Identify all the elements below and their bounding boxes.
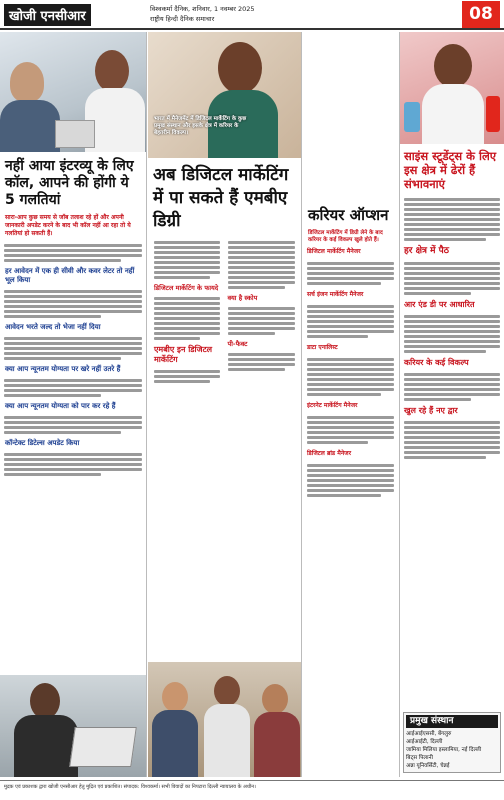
footer-imprint: मुद्रक एवं प्रकाशक द्वारा खोजी एनसीआर हेतु मुद्रित एवं प्रकाशित। संपादक: विश्वकर्मा। सभी विवादों का निपटारा दिल्ली न्यायालय के अधीन। <box>0 780 504 800</box>
body-text <box>303 354 398 400</box>
subheading-5: डिजिटल ब्रांड मैनेजर <box>307 450 352 457</box>
institute-item: जामिया मिलिया इस्लामिया, नई दिल्ली <box>406 747 482 753</box>
meeting-photo <box>148 662 302 777</box>
subheading-3: पी-फैक्ट <box>227 340 248 348</box>
brand-logo: खोजी एनसीआर <box>4 4 91 26</box>
subheading-1: डिजिटल मार्केटिंग के फायदे <box>154 284 219 292</box>
body-text <box>0 286 146 322</box>
body-text <box>400 258 504 299</box>
subheading-3: करियर के कई विकल्प <box>404 358 469 367</box>
masthead-info <box>150 4 254 24</box>
subheading-4: एमबीए इन डिजिटल मार्केटिंग <box>154 345 213 364</box>
page-number: 08 <box>462 1 500 28</box>
article-career-options <box>303 32 398 777</box>
woman-laptop-photo <box>148 32 301 158</box>
body-text <box>0 412 146 438</box>
masthead <box>0 0 504 30</box>
body-text <box>0 240 146 266</box>
institute-item: अन्ना यूनिवर्सिटी, चेन्नई <box>406 763 450 769</box>
body-text <box>0 375 146 401</box>
subheading-1: डिजिटल मार्केटिंग मैनेजर <box>307 248 361 255</box>
body-text <box>150 293 224 344</box>
subheading-1: हर आवेदन में एक ही सीवी और कवर लेटर तो नहीं भूल किया <box>5 267 135 284</box>
body-text <box>400 369 504 405</box>
subheading-2: आवेदन भरते जल्द तो भेजा नहीं दिया <box>5 323 101 331</box>
photo-caption: भारत में मैनेजमेंट में डिजिटल मार्केटिंग के कुछ प्रमुख संस्थान और इसके क्षेत्र में करियर के बेहतरीन विकल्प। <box>154 116 247 136</box>
box-title: प्रमुख संस्थान <box>406 715 498 728</box>
institute-item: आईआईटी, दिल्ली <box>406 739 443 745</box>
office-photo <box>0 32 146 152</box>
subheading-3: क्या आप न्यूनतम योग्यता पर खरे नहीं उतरे हैं <box>5 365 121 373</box>
subheading-4: इंटरनेट मार्केटिंग मैनेजर <box>307 402 358 409</box>
body-text <box>0 333 146 364</box>
institutes-box <box>403 712 501 773</box>
article-interview-mistakes <box>0 32 147 777</box>
body-text <box>303 301 398 342</box>
body-text <box>224 349 300 375</box>
article-science-students <box>399 32 504 777</box>
body-text <box>400 311 504 357</box>
article-headline: अब डिजिटल मार्केटिंग में पा सकते हैं एमबीए डिग्री <box>153 165 289 231</box>
article-headline: साइंस स्टूडेंट्स के लिए इस क्षेत्र में ढेरों हैं संभावनाएं <box>404 149 497 191</box>
edition-line: राष्ट्रीय हिन्दी दैनिक समाचार <box>150 15 215 23</box>
subheading-4: क्या आप न्यूनतम योग्यता को पार कर रहे हैं <box>5 402 116 410</box>
subheading-5: कॉन्टेक्ट डिटेल्स अपडेट किया <box>5 439 80 447</box>
date-line: विश्वकर्मा दैनिक, शनिवार, 1 नवम्बर 2025 <box>150 5 255 13</box>
subheading-2: क्या है स्कोप <box>227 294 258 302</box>
body-text <box>400 194 504 245</box>
subheading-3: डाटा एनालिस्ट <box>307 344 338 351</box>
laptop-photo <box>0 675 146 777</box>
article-digital-marketing-mba <box>148 32 302 777</box>
subheading-2: सर्च इंजन मार्केटिंग मैनेजर <box>307 291 364 298</box>
body-text <box>150 237 224 283</box>
body-text <box>400 417 504 463</box>
article-headline: नहीं आया इंटरव्यू के लिए कॉल, आपने की होंगी ये 5 गलतियां <box>5 158 134 208</box>
subheading-1: हर क्षेत्र में पैठ <box>404 246 450 256</box>
subheading-2: आर एंड डी पर आधारित <box>404 300 475 309</box>
student-photo <box>400 32 504 144</box>
body-text <box>0 449 146 480</box>
article-intro: सारा-आप कुछ समय से जॉब तलाश रहे हों और अपनी जानकारी अपडेट करने के बाद भी कॉल नहीं आ रहा तो ये गलतियां हो सकती हैं। <box>5 214 131 237</box>
body-text <box>224 303 300 339</box>
body-text <box>224 237 300 293</box>
article-intro: डिजिटल मार्केटिंग में डिग्री लेने के बाद करियर के कई विकल्प खुले होते हैं। <box>308 230 383 243</box>
institute-item: बिट्स पिलानी <box>406 755 433 761</box>
body-text <box>303 258 398 289</box>
body-text <box>303 412 398 448</box>
article-headline: करियर ऑप्शन <box>308 206 389 224</box>
body-text <box>303 460 398 501</box>
institute-item: आईआईएससी, बेंगलुरु <box>406 731 452 737</box>
body-text <box>150 366 224 387</box>
subheading-4: खुल रहे हैं नए द्वार <box>404 406 458 415</box>
